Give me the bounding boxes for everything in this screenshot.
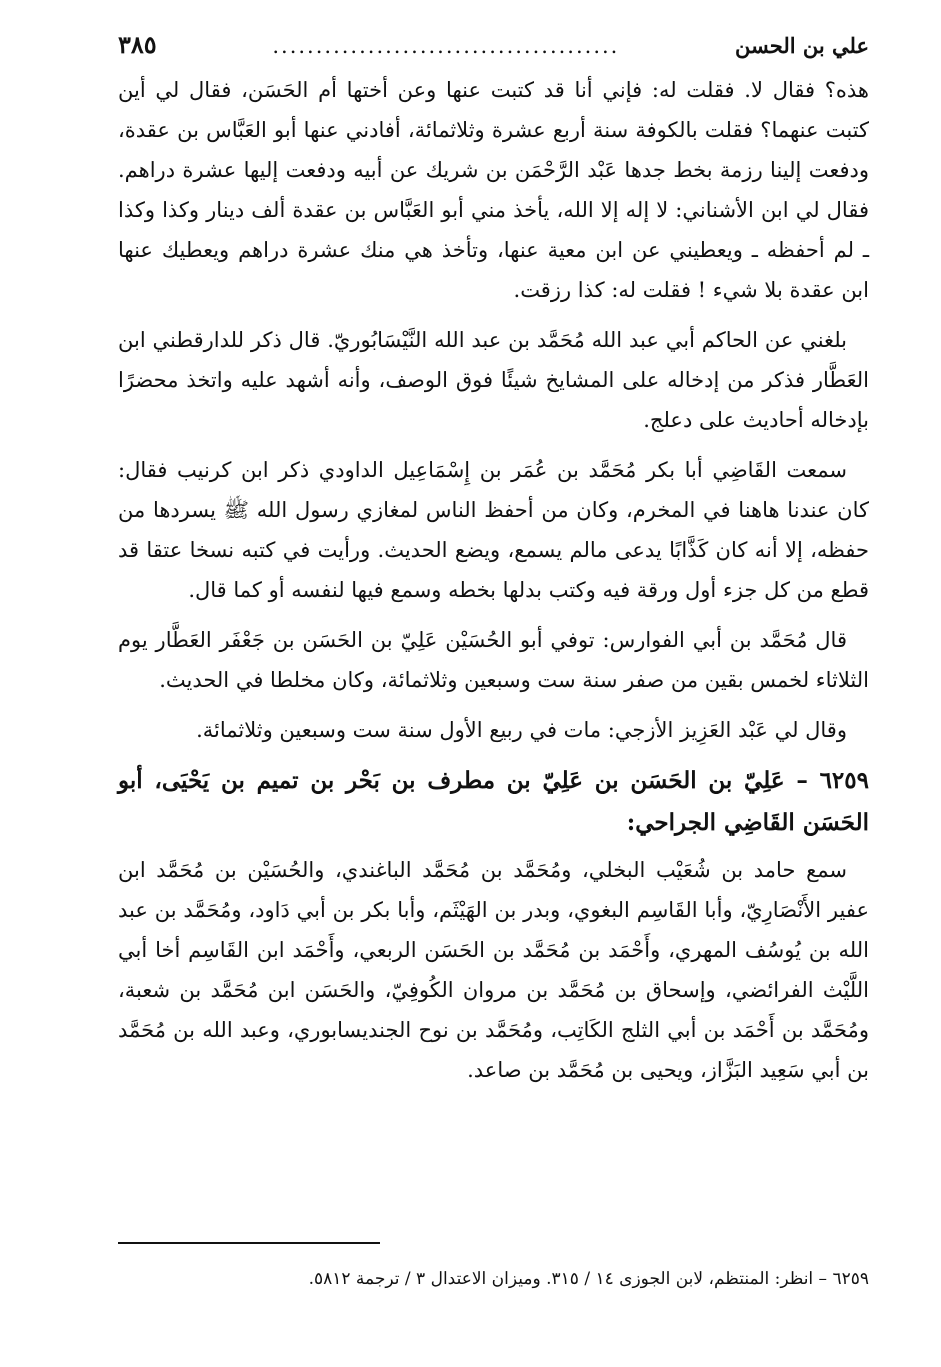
entry-heading: ٦٢٥٩ – عَلِيّ بن الحَسَن بن عَلِيّ بن مطرف بن بَحْر بن تميم بن يَحْيَى، أبو الحَسَن القَاضِي الجراحي: [118, 767, 869, 836]
footnote-divider [118, 1242, 380, 1244]
running-header-title: علي بن الحسن [735, 33, 869, 58]
page-number: ٣٨٥ [118, 30, 157, 59]
running-header [118, 30, 869, 70]
running-header-dots: ........................................ [272, 34, 620, 58]
paragraph-dawudi: سمعت القَاضِي أبا بكر مُحَمَّد بن عُمَر بن إِسْمَاعِيل الداودي ذكر ابن كرنيب فقال: كان عندنا هاهنا في المخرم، وكان من أحفظ الناس لمغازي رسول الله ﷺ يسردها من حفظه، إلا أنه كان كَذَّابًا يدعى مالم يسمع، ويضع الحديث. ورأيت في كتبه نسخا عتقا قد قطع من كل جزء أول ورقة فيه وكتب بدلها بخطه وسمع فيها لنفسه أو كما قال. [118, 458, 869, 602]
book-page [118, 30, 869, 1327]
paragraph-continued: هذه؟ فقال لا. فقلت له: فإني أنا قد كتبت عنها وعن أختها أم الحَسَن، فقال لي أين كتبت عنهما؟ فقلت بالكوفة سنة أربع عشرة وثلاثمائة، أفادني عنها أبو العَبَّاس بن عقدة، ودفعت إلينا رزمة بخط جدها عَبْد الرَّحْمَن بن شريك عن أبيه ودفعت إليها عشرة دراهم. فقال لي ابن الأشناني: لا إله إلا الله، يأخذ مني أبو العَبَّاس بن عقدة ألف دينار وكذا وكذا ـ لم أحفظه ـ ويعطيني عن ابن معية عنها، وتأخذ هي منك عشرة دراهم ويعطيك عنها ابن عقدة بلا شيء ! فقلت له: كذا رزقت. [118, 78, 869, 302]
paragraph-azji: وقال لي عَبْد العَزِيز الأزجي: مات في ربيع الأول سنة ست وسبعين وثلاثمائة. [196, 718, 847, 742]
footnote: ٦٢٥٩ – انظر: المنتظم، لابن الجوزى ١٤ / ٣١٥. وميزان الاعتدال ٣ / ترجمة ٥٨١٢. [308, 1269, 869, 1289]
paragraph-abi-al-fawaris: قال مُحَمَّد بن أبي الفوارس: توفي أبو الحُسَيْن عَلِيّ بن الحَسَن بن جَعْفَر العَطَّار يوم الثلاثاء لخمس بقين من صفر سنة ست وسبعين وثلاثمائة، وكان مخلطا في الحديث. [118, 628, 869, 692]
body-text [118, 70, 869, 1090]
paragraph-hakim: بلغني عن الحاكم أبي عبد الله مُحَمَّد بن عبد الله النَّيْسَابُوريّ. قال ذكر للدارقطني ابن العَطَّار فذكر من إدخاله على المشايخ شيئًا فوق الوصف، وأنه أشهد عليه واتخذ محضرًا بإدخاله أحاديث على دعلج. [118, 328, 869, 432]
entry-text: سمع حامد بن شُعَيْب البخلي، ومُحَمَّد بن مُحَمَّد الباغندي، والحُسَيْن بن مُحَمَّد ابن عفير الأَنْصَارِيّ، وأبا القَاسِم البغوي، وبدر بن الهَيْثَم، وأبا بكر بن أبي دَاود، ومُحَمَّد بن عبد الله بن يُوسُف المهري، وأَحْمَد بن مُحَمَّد بن الحَسَن الربعي، وأَحْمَد ابن القَاسِم أخا أبي اللَّيْث الفرائضي، وإسحاق بن مُحَمَّد بن مروان الكُوفِيّ، والحَسَن ابن مُحَمَّد بن شعبة، ومُحَمَّد بن أَحْمَد بن أبي الثلج الكَاتِب، ومُحَمَّد بن نوح الجنديسابوري، وعبد الله بن مُحَمَّد بن أبي سَعِيد البَزَّاز، ويحيى بن مُحَمَّد بن صاعد. [118, 858, 869, 1082]
